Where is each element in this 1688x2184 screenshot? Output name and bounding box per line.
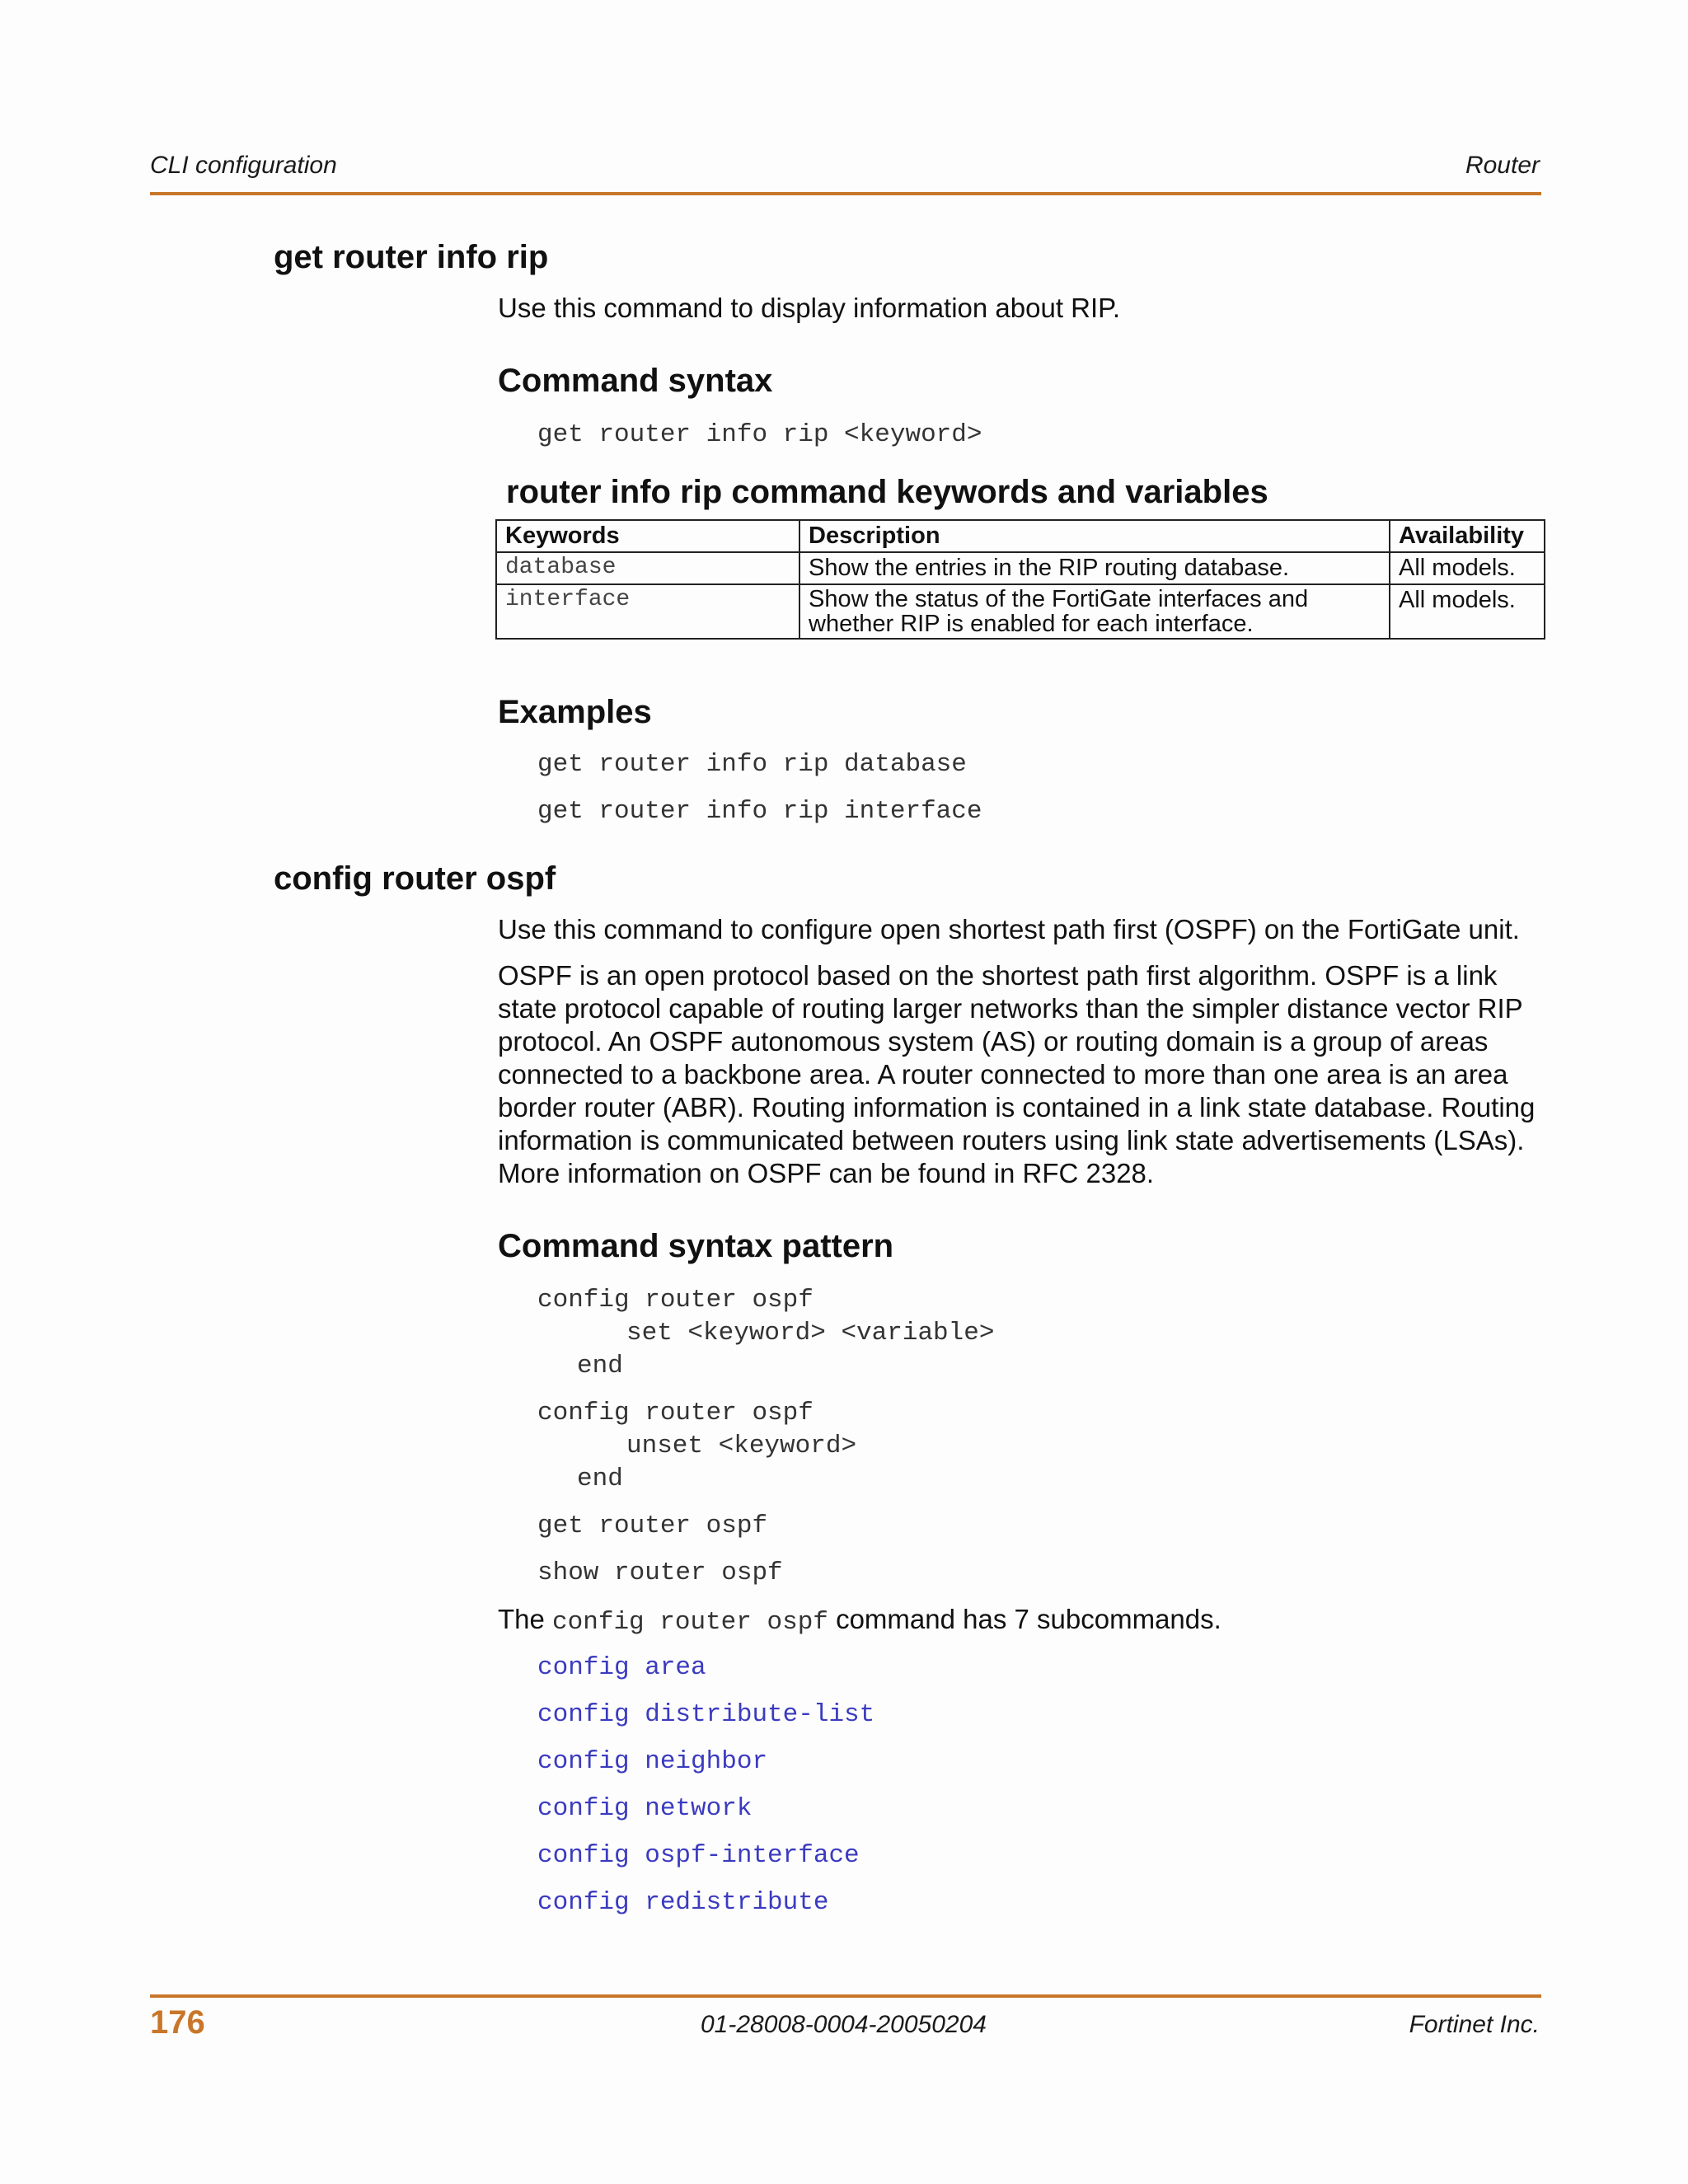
table-header-row	[496, 520, 1545, 552]
subcommand-link-ospf-interface[interactable]: config ospf-interface	[537, 1841, 860, 1870]
pattern-line: end	[577, 1352, 623, 1380]
keywords-table	[495, 519, 1545, 640]
footer-rule	[150, 1994, 1541, 1998]
syntax-code: get router info rip <keyword>	[537, 420, 982, 449]
table-header-description: Description	[799, 520, 1390, 552]
running-header-right: Router	[1465, 152, 1540, 179]
subcommand-link-area[interactable]: config area	[537, 1653, 706, 1682]
table-cell-keyword: interface	[496, 584, 799, 639]
sentence-post: command has 7 subcommands.	[828, 1604, 1221, 1634]
pattern-line: config router ospf	[537, 1286, 814, 1315]
footer-doc-id: 01-28008-0004-20050204	[701, 2011, 987, 2038]
subcommand-link-network[interactable]: config network	[537, 1794, 753, 1823]
section2-paragraph: OSPF is an open protocol based on the shortest path first algorithm. OSPF is a link state protocol capable of routing larger networks than the simpler distance vector RIP protocol. An OSPF autonomous system (AS) or routing domain is a group of areas connected to a backbone area. A router connected to more than one area is an area border router (ABR). Routing information is contained in a link state database. Routing information is communicated between routers using link state advertisements (LSAs). More information on OSPF can be found in RFC 2328.	[498, 960, 1536, 1188]
page-number: 176	[150, 2004, 205, 2041]
header-rule	[150, 192, 1541, 195]
sentence-code: config router ospf	[552, 1608, 828, 1637]
running-header-left: CLI configuration	[150, 152, 337, 179]
table-cell-description: Show the entries in the RIP routing database.	[799, 552, 1390, 584]
pattern-line: end	[577, 1465, 623, 1493]
section-title-get-router-info-rip: get router info rip	[274, 239, 549, 275]
table-cell-keyword: database	[496, 552, 799, 584]
table-title: router info rip command keywords and variables	[506, 474, 1268, 510]
examples-heading: Examples	[498, 694, 652, 730]
footer-company: Fortinet Inc.	[1409, 2011, 1540, 2038]
command-syntax-heading: Command syntax	[498, 363, 773, 399]
table-header-availability: Availability	[1390, 520, 1545, 552]
table-cell-description: Show the status of the FortiGate interfaces and whether RIP is enabled for each interface.	[799, 584, 1390, 639]
subcommands-sentence	[498, 1603, 1221, 1639]
subcommand-link-distribute-list[interactable]: config distribute-list	[537, 1700, 875, 1729]
table-row	[496, 584, 1545, 639]
subcommand-link-neighbor[interactable]: config neighbor	[537, 1747, 768, 1776]
pattern-get: get router ospf	[537, 1511, 768, 1540]
pattern-line: config router ospf	[537, 1399, 814, 1427]
pattern-show: show router ospf	[537, 1558, 783, 1587]
section1-intro: Use this command to display information about RIP.	[498, 293, 1121, 323]
pattern-line: unset <keyword>	[626, 1432, 857, 1460]
pattern-line: set <keyword> <variable>	[626, 1319, 995, 1347]
command-syntax-pattern-heading: Command syntax pattern	[498, 1228, 894, 1264]
section2-intro: Use this command to configure open shortest path first (OSPF) on the FortiGate unit.	[498, 914, 1520, 944]
example-code: get router info rip interface	[537, 797, 982, 826]
section-title-config-router-ospf: config router ospf	[274, 860, 556, 897]
example-code: get router info rip database	[537, 750, 967, 779]
sentence-pre: The	[498, 1604, 553, 1634]
table-row	[496, 552, 1545, 584]
subcommand-link-redistribute[interactable]: config redistribute	[537, 1888, 829, 1917]
table-cell-availability: All models.	[1390, 552, 1545, 584]
table-cell-availability: All models.	[1390, 584, 1545, 639]
table-header-keywords: Keywords	[496, 520, 799, 552]
